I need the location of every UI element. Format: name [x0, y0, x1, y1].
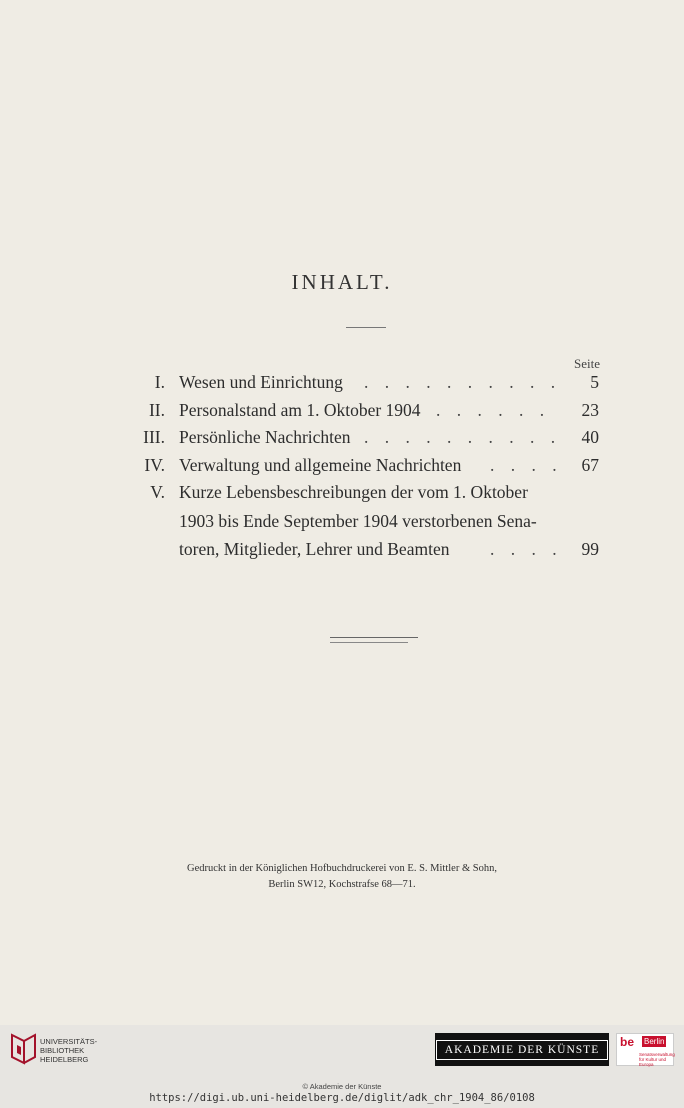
berlin-senate-logo[interactable] — [616, 1033, 674, 1066]
toc-leader: . . . . . . . . . . — [364, 427, 562, 447]
toc-entry-continued — [0, 539, 684, 565]
toc-title: Personalstand am 1. Oktober 1904 — [179, 400, 421, 420]
ornament-rule — [330, 642, 408, 643]
ub-line: HEIDELBERG — [40, 1055, 89, 1064]
ornament-rule — [330, 637, 418, 638]
adk-logo-text: AKADEMIE DER KÜNSTE — [436, 1040, 608, 1060]
title-divider — [346, 327, 386, 328]
toc-entry — [0, 372, 684, 398]
toc-number: IV. — [144, 455, 165, 475]
ub-line: UNIVERSITÄTS- — [40, 1037, 98, 1046]
toc-title: Persönliche Nachrichten — [179, 427, 351, 447]
toc-entry-continued — [0, 511, 684, 537]
permalink-url[interactable]: https://digi.ub.uni-heidelberg.de/diglit/adk_chr_1904_86/0108 — [149, 1092, 535, 1104]
toc-leader: . . . . — [490, 455, 563, 475]
copyright-notice: © Akademie der Künste — [302, 1082, 382, 1091]
berlin-be-mark: be — [620, 1035, 635, 1049]
university-library-logo-icon[interactable] — [8, 1031, 38, 1067]
toc-number: II. — [148, 400, 165, 420]
toc-number: III. — [143, 427, 165, 447]
toc-title: Wesen und Einrichtung — [179, 372, 343, 392]
toc-entry — [0, 400, 684, 426]
ub-line: BIBLIOTHEK — [40, 1046, 85, 1055]
berlin-sub-line: für Kultur und Europa — [639, 1057, 667, 1067]
toc-title: toren, Mitglieder, Lehrer und Beamten — [179, 539, 450, 559]
toc-entry — [0, 482, 684, 508]
berlin-sub-line: Senatsverwaltung — [639, 1052, 675, 1057]
akademie-der-kuenste-logo[interactable] — [435, 1033, 609, 1066]
toc-title: Kurze Lebensbeschreibungen der vom 1. Oktober — [179, 482, 528, 502]
toc-page: 5 — [590, 372, 599, 392]
toc-entry — [0, 427, 684, 453]
page-title: INHALT. — [291, 270, 393, 294]
toc-leader: . . . . . . — [436, 400, 551, 420]
toc-page: 40 — [581, 427, 599, 447]
printer-imprint-line: Berlin SW12, Kochstrafse 68—71. — [268, 879, 416, 890]
toc-page: 67 — [581, 455, 599, 475]
toc-title: 1903 bis Ende September 1904 verstorbenen Sena- — [179, 511, 537, 531]
printer-imprint-line: Gedruckt in der Königlichen Hofbuchdruckerei von E. S. Mittler & Sohn, — [187, 863, 497, 874]
toc-leader: . . . . — [490, 539, 563, 559]
toc-entry — [0, 455, 684, 481]
page-column-header: Seite — [574, 356, 600, 371]
berlin-label: Berlin — [644, 1037, 665, 1046]
toc-number: V. — [150, 482, 165, 502]
toc-page: 23 — [581, 400, 599, 420]
toc-page: 99 — [581, 539, 599, 559]
toc-title: Verwaltung und allgemeine Nachrichten — [179, 455, 462, 475]
university-library-logo-text — [40, 1037, 97, 1064]
berlin-subtitle — [639, 1052, 675, 1067]
toc-number: I. — [154, 372, 165, 392]
toc-leader: . . . . . . . . . . — [364, 372, 562, 392]
